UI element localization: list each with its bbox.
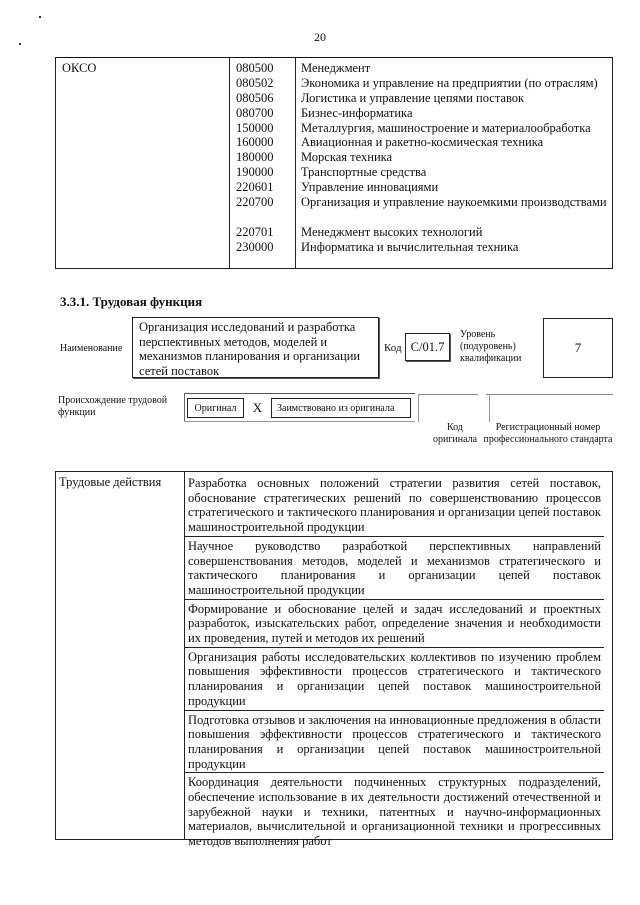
code-original-frame: [418, 394, 419, 422]
page-number: 20: [314, 30, 326, 44]
okso-name: Транспортные средства: [301, 165, 427, 180]
level-label: Уровень (подуровень) квалификации: [460, 329, 522, 364]
okso-name: Менеджмент: [301, 61, 371, 75]
reg-number-frame: [489, 394, 490, 422]
okso-name: Менеджмент высоких технологий: [301, 224, 483, 239]
okso-name: Металлургия, машиностроение и материалообработка: [301, 120, 591, 135]
origin-borrowed: Заимствовано из оригинала: [271, 398, 411, 418]
name-label: Наименование: [60, 343, 123, 354]
action-item: Подготовка отзывов и заключения на инновационные предложения в области повышения эффективности процессов стратегического и тактического планирования и организации цепей поставок машиностроительной продукции: [184, 711, 604, 774]
okso-code: 080502: [236, 75, 274, 90]
okso-code: 230000: [236, 239, 274, 254]
okso-code: 080506: [236, 90, 274, 105]
okso-name: Бизнес-информатика: [301, 105, 413, 120]
section-title: 3.3.1. Трудовая функция: [60, 294, 203, 309]
okso-name: Организация и управление наукоемкими производствами: [301, 195, 607, 210]
action-item: Организация работы исследовательских коллективов по изучению проблем повышения эффективности процессов стратегического и тактического планирования и организации цепей поставок машиностроительной продукции: [184, 648, 604, 711]
okso-name: Информатика и вычислительная техника: [301, 239, 519, 254]
code-label: Код: [384, 342, 402, 354]
okso-name: Управление инновациями: [301, 180, 439, 195]
origin-label: Происхождение трудовой функции: [58, 395, 168, 418]
reg-number-frame: [486, 394, 613, 395]
okso-code: 180000: [236, 150, 274, 165]
code-original-label: Код оригинала: [432, 422, 478, 445]
okso-code: 150000: [236, 120, 274, 135]
okso-name: Морская техника: [301, 150, 393, 165]
okso-name: Авиационная и ракетно-космическая техника: [301, 135, 544, 150]
qualification-level: 7: [543, 318, 613, 378]
actions-title: Трудовые действия: [59, 475, 162, 489]
scan-speck: [39, 16, 41, 18]
okso-name: Экономика и управление на предприятии (по отраслям): [301, 75, 598, 90]
code-original-frame: [418, 394, 478, 395]
okso-code: 080500: [236, 61, 274, 75]
okso-code: 080700: [236, 105, 274, 120]
okso-code: 160000: [236, 135, 274, 150]
okso-code: 220700: [236, 195, 274, 210]
okso-table: [55, 57, 613, 269]
okso-label: ОКСО: [62, 61, 97, 75]
function-code: C/01.7: [405, 333, 450, 361]
reg-number-label: Регистрационный номер профессионального стандарта: [483, 422, 613, 445]
okso-codes: [236, 61, 291, 255]
action-item: Формирование и обоснование целей и задач исследований и проектных разработок, изыскательских работ, определение значения и необходимости их проведения, путей и методов их решений: [184, 600, 604, 648]
okso-code: 220701: [236, 224, 274, 239]
actions-list: [184, 474, 604, 850]
okso-code: 190000: [236, 165, 274, 180]
origin-mark: X: [252, 400, 263, 415]
action-item: Разработка основных положений стратегии развития сетей поставок, обоснование стратегических решений по совершенствованию процессов стратегического и тактического планирования и организации цепей поставок машиностроительной продукции: [184, 474, 604, 537]
origin-original: Оригинал: [187, 398, 244, 418]
okso-name: Логистика и управление цепями поставок: [301, 90, 525, 105]
okso-names: [301, 61, 613, 255]
okso-code: 220601: [236, 180, 274, 195]
function-name: Организация исследований и разработка перспективных методов, моделей и механизмов планирования и организации сетей поставок: [132, 317, 379, 378]
action-item: Научное руководство разработкой перспективных направлений совершенствования методов, моделей и механизмов стратегического и тактического планирования и организации цепей поставок машиностроительной продукции: [184, 537, 604, 600]
action-item: Координация деятельности подчиненных структурных подразделений, обеспечение использование в их деятельности достижений отечественной и зарубежной науки и техники, патентных и научно-информационных материалов, вычислительной и организационной техники и прогрессивных методов выполнения работ: [188, 775, 601, 849]
